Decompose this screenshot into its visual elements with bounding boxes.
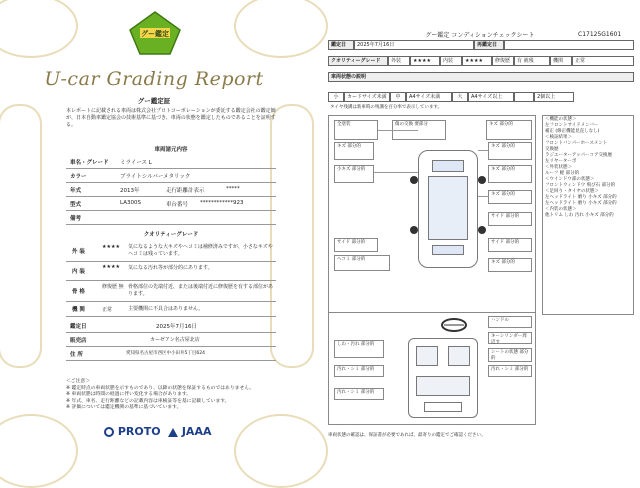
damage-label: 全塗装 — [334, 120, 378, 140]
damage-label: サイド 部分的 — [488, 238, 532, 252]
steering-wheel-icon — [440, 317, 468, 333]
front-seat — [448, 346, 470, 366]
note-line: ※ 車両状態は時間の経過に伴い変化する場合があります。 — [66, 392, 192, 397]
field-value: ***** — [226, 186, 240, 192]
proto-mark-icon — [104, 427, 114, 437]
grade-text: 気になるような大キズやヘコミは補修済みですが、小さなキズやヘコミは残っています。 — [128, 244, 273, 257]
quality-label: クオリティーグレード — [328, 56, 388, 66]
damage-label: キズ 部分的 — [488, 190, 532, 204]
grade-row — [66, 241, 276, 262]
ornament-swirl — [234, 414, 328, 488]
note-line: フロントバンパーホースメント — [545, 141, 608, 146]
dealer-label: 販売店 — [70, 338, 87, 344]
date-value: 2025年7月16日 — [354, 40, 474, 50]
note-line: 左ヘッドライト 磨り 小キズ 部分的 — [545, 195, 617, 200]
jaaa-logo — [168, 425, 211, 438]
field-value: ミライース L — [120, 160, 152, 166]
sheet-footer: 車両状態の確認は、保証書が必要であれば、最寄りの鑑定でご確認ください。 — [328, 433, 486, 438]
tire-icon — [410, 176, 418, 184]
interior-label: キーシリンダー周辺す — [488, 332, 532, 344]
size-small: 小 — [328, 92, 344, 102]
note-line: 他トリム しわ 汚れ 小キズ 部分的 — [545, 213, 614, 218]
grade-row — [66, 302, 276, 317]
ornament-border-left — [0, 104, 42, 368]
interior-label: しわ・汚れ 部分的 — [334, 340, 384, 358]
address-label: 住 所 — [70, 352, 83, 358]
field-value: LA300S — [120, 200, 141, 206]
goo-appraisal-logo — [126, 10, 184, 56]
vehicle-section-title: 車両諸元内容 — [154, 147, 188, 153]
function-notes — [542, 115, 634, 315]
cert-subtitle: グー鑑定証 — [137, 97, 171, 105]
repair-value: 有 就残 — [514, 56, 550, 66]
note-line: ※ 鑑定時点の車両状態を示すものであり、以降の状態を保証するものではありません。 — [66, 385, 255, 391]
interior-label: 内装 — [440, 56, 462, 66]
grade-row — [66, 281, 276, 302]
cert-title: U-car Grading Report — [44, 68, 264, 90]
field-label: 備考 — [70, 216, 82, 222]
grade-row — [66, 262, 276, 281]
damage-label: 傷の交換 要部分 — [392, 120, 446, 140]
size-a4over: A4サイズ以上 — [468, 92, 514, 102]
size-mid: 中 — [390, 92, 406, 102]
field-row — [66, 212, 276, 225]
jaaa-logo-text: JAAA — [181, 425, 212, 438]
field-value: 2013年 — [120, 188, 140, 194]
leader-line — [478, 196, 488, 197]
svg-text:グー鑑定: グー鑑定 — [141, 30, 169, 38]
notes-title: ＜機能の状態＞ — [545, 117, 577, 122]
leader-line — [478, 150, 488, 151]
quality-section-title: クオリティーグレード — [143, 232, 199, 238]
damage-label: キズ 部分的 — [486, 120, 532, 140]
interior-label: 汚れ・シミ 部分的 — [334, 388, 384, 400]
tire-icon — [478, 176, 486, 184]
date-label: 鑑定日 — [328, 40, 354, 50]
note-line: フロントウィンドウ 飛び石 部分的 — [545, 183, 616, 188]
engine-label: 機関 — [550, 56, 572, 66]
damage-label: キズ 部分的 — [488, 258, 532, 272]
date-row — [66, 320, 276, 333]
reappraisal-label: 再鑑定日 — [474, 40, 504, 50]
field-row — [66, 184, 276, 197]
grading-certificate — [4, 4, 304, 476]
interior-label: シートの状態 部分的 — [488, 348, 532, 362]
field-row — [66, 198, 276, 211]
address-row — [66, 348, 276, 361]
cargo-area — [424, 402, 462, 412]
sheet-id: C17125G1601 — [578, 31, 622, 38]
damage-label: サイド 部分的 — [488, 212, 532, 226]
note-line: ラジエーターアッパーコア交換歴 — [545, 153, 612, 158]
rear-window — [432, 245, 464, 255]
tire-note: タイヤ残溝は新車時の残溝を百分率で表示しています。 — [330, 105, 443, 110]
note-line: ※ 評価については鑑定機関の基準に基づいています。 — [66, 405, 182, 410]
field-label: 車台番号 — [166, 202, 189, 208]
ornament-swirl — [0, 414, 78, 488]
damage-label: キズ 部分的 — [334, 142, 374, 160]
note-line: 交換歴 — [545, 147, 559, 152]
field-value: ************923 — [200, 200, 244, 206]
field-label: カラー — [70, 174, 87, 180]
leader-line — [374, 172, 418, 173]
interior-label: 汚れ・シミ 部分的 — [488, 365, 532, 377]
field-label: 年式 — [70, 188, 82, 194]
ornament-swirl — [0, 0, 78, 58]
dealer-value: カーゼアン名古屋北店 — [150, 337, 200, 343]
divider — [328, 312, 536, 313]
note-line: ＜検証結果＞ — [545, 135, 572, 140]
date-value: 2025年7月16日 — [156, 324, 197, 330]
grade-stars: ★★★★ — [102, 244, 120, 250]
state-title: 車両状態の説明 — [328, 72, 634, 82]
note-line: ルーフ 軽 部分的 — [545, 171, 580, 176]
proto-logo — [104, 425, 161, 438]
field-value: ブライトシルバーメタリック — [120, 174, 191, 180]
jaaa-mark-icon — [168, 428, 178, 437]
sheet-title: グー鑑定 コンディションチェックシート — [425, 32, 535, 39]
grade-text: 骨格部位の先端付近、または後端付近に修復歴を有する部位があります。 — [128, 284, 274, 297]
note-line: ＜ウインドウ部の状態＞ — [545, 177, 595, 182]
grade-stars: ★★★★ — [102, 264, 120, 270]
cert-intro: 本レポートに記載される車両は株式会社プロトコーポレーションが委託する鑑定会社の鑑定師が、日本自動車鑑定協会の技術基準に基づき、車両の状態を鑑定したものであることを証明する。 — [66, 108, 276, 128]
interior-label: ハンドル — [488, 316, 532, 328]
car-roof — [428, 176, 468, 240]
leader-line — [378, 130, 418, 131]
windshield — [432, 160, 464, 172]
front-seat — [416, 346, 438, 366]
tire-icon — [478, 226, 486, 234]
field-label: 車名・グレード — [70, 160, 109, 166]
engine-value: 正常 — [572, 56, 634, 66]
cert-notes — [66, 379, 276, 412]
note-line: 左ヘッドライト 磨り 小キズ 部分的 — [545, 201, 617, 206]
grade-label: 外 装 — [72, 249, 85, 255]
exterior-label: 外装 — [388, 56, 410, 66]
grade-stars: 修復歴 無 — [102, 284, 124, 290]
note-line: ※ 年式、車名、走行距離などの記載内容は車検証等を基に記載しています。 — [66, 398, 230, 404]
rear-seat — [416, 376, 470, 396]
size-blank — [514, 92, 534, 102]
tire-icon — [410, 226, 418, 234]
size-card: カードサイズ未満 — [344, 92, 390, 102]
note-line: ＜足回り・タイヤの状態＞ — [545, 189, 599, 194]
proto-logo-text: PROTO — [117, 425, 161, 438]
interior-label: 汚れ・シミ 部分的 — [334, 365, 384, 377]
ornament-border-right — [270, 104, 314, 368]
reappraisal-value — [504, 40, 634, 50]
damage-label: 小キズ 部分的 — [334, 165, 374, 183]
note-line: 補正 (修正機能見直しなし) — [545, 129, 600, 134]
exterior-stars: ★★★★ — [410, 56, 440, 66]
damage-label: ヘコミ 部分的 — [334, 255, 390, 271]
size-a4: A4サイズ未満 — [406, 92, 452, 102]
interior-stars: ★★★★ — [462, 56, 492, 66]
grade-label: 内 装 — [72, 269, 85, 275]
grade-text: 気になる汚れ等が部分的にあります。 — [128, 265, 213, 271]
note-line: ＜内装の状態＞ — [545, 207, 577, 212]
note-line: 左フロントサイドメンバー — [545, 123, 599, 128]
date-label: 鑑定日 — [70, 324, 87, 330]
note-line: 左リヤーターボ — [545, 159, 577, 164]
damage-label: キズ 部分的 — [488, 142, 532, 160]
address-value: 愛知県名古屋市西区中小田井5丁目624 — [126, 351, 205, 356]
field-label: 走行距離計表示 — [166, 188, 205, 194]
field-label: 型式 — [70, 202, 82, 208]
damage-label: サイド 部分的 — [334, 238, 378, 252]
field-row — [66, 156, 276, 169]
note-line: ＜外装状態＞ — [545, 165, 572, 170]
dealer-row — [66, 334, 276, 347]
ornament-swirl — [234, 0, 328, 58]
damage-label: キズ 部分的 — [488, 165, 532, 183]
size-2: 2個以上 — [534, 92, 574, 102]
size-large: 大 — [452, 92, 468, 102]
grade-text: 主要機関に不具合はありません。 — [128, 306, 204, 312]
repair-label: 修復歴 — [492, 56, 514, 66]
grade-label: 機 関 — [72, 307, 85, 313]
grade-label: 骨 格 — [72, 289, 85, 295]
grade-stars: 正常 — [102, 307, 113, 313]
notes-title: ＜ご注意＞ — [66, 379, 90, 384]
field-row — [66, 170, 276, 183]
